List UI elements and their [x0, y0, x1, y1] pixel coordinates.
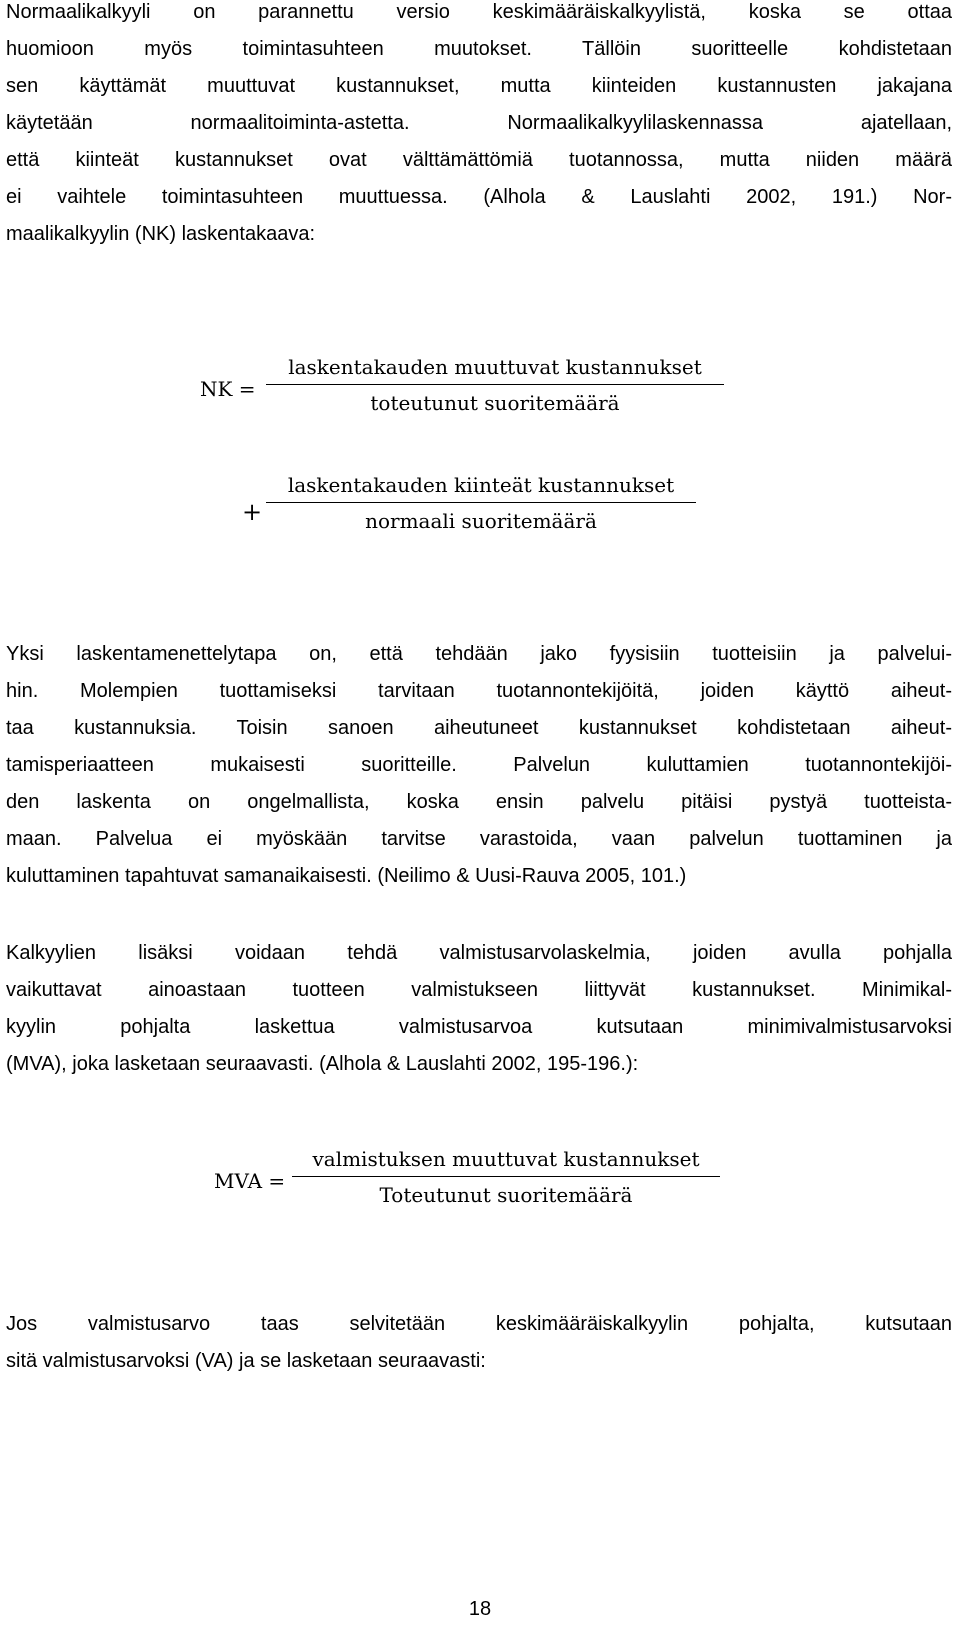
- text-line: maalikalkyylin (NK) laskentakaava:: [6, 223, 316, 245]
- formula-mva-lhs: MVA =: [214, 1169, 286, 1193]
- text-line: Jos valmistusarvo taas selvitetään keskimääräiskalkyylin pohjalta, kutsutaan: [6, 1313, 952, 1335]
- paragraph-keskimaaraiskalkyyli: [6, 1306, 952, 1380]
- text-line: den laskenta on ongelmallista, koska ensin palvelu pitäisi pystyä tuotteista-: [6, 791, 952, 813]
- text-line: Normaalikalkyyli on parannettu versio keskimääräiskalkyylistä, koska se ottaa: [6, 1, 952, 23]
- formula-mva-denominator: Toteutunut suoritemäärä: [379, 1183, 633, 1207]
- formula-nk-fraction-variable: [266, 355, 724, 415]
- text-line: kuluttaminen tapahtuvat samanaikaisesti. (Neilimo & Uusi-Rauva 2005, 101.): [6, 865, 687, 887]
- formula-nk-denominator-variable: toteutunut suoritemäärä: [370, 391, 620, 415]
- text-line: että kiinteät kustannukset ovat välttämättömiä tuotannossa, mutta niiden määrä: [6, 149, 952, 171]
- formula-nk-fraction-fixed: [266, 473, 696, 533]
- text-line: taa kustannuksia. Toisin sanoen aiheutuneet kustannukset kohdistetaan aiheut-: [6, 717, 952, 739]
- formula-nk-numerator-variable: laskentakauden muuttuvat kustannukset: [266, 355, 724, 385]
- text-line: Kalkyylien lisäksi voidaan tehdä valmistusarvolaskelmia, joiden avulla pohjalla: [6, 942, 952, 964]
- text-line: sitä valmistusarvoksi (VA) ja se lasketaan seuraavasti:: [6, 1350, 486, 1372]
- text-line: hin. Molempien tuottamiseksi tarvitaan tuotannontekijöitä, joiden käyttö aiheut-: [6, 680, 952, 702]
- text-line: huomioon myös toimintasuhteen muutokset. Tällöin suoritteelle kohdistetaan: [6, 38, 952, 60]
- text-line: käytetään normaalitoiminta-astetta. Normaalikalkyylilaskennassa ajatellaan,: [6, 112, 952, 134]
- text-line: sen käyttämät muuttuvat kustannukset, mutta kiinteiden kustannusten jakajana: [6, 75, 952, 97]
- text-line: Yksi laskentamenettelytapa on, että tehdään jako fyysisiin tuotteisiin ja palvelui-: [6, 643, 952, 665]
- formula-mva-numerator: valmistuksen muuttuvat kustannukset: [292, 1147, 720, 1177]
- text-line: kyylin pohjalta laskettua valmistusarvoa kutsutaan minimivalmistusarvoksi: [6, 1016, 952, 1038]
- page-number: 18: [468, 1598, 492, 1620]
- formula-nk-numerator-fixed: laskentakauden kiinteät kustannukset: [266, 473, 696, 503]
- paragraph-laskentamenettely: [6, 636, 952, 895]
- text-line: ei vaihtele toimintasuhteen muuttuessa. (Alhola & Lauslahti 2002, 191.) Nor-: [6, 186, 952, 208]
- formula-nk-denominator-fixed: normaali suoritemäärä: [365, 509, 597, 533]
- text-line: vaikuttavat ainoastaan tuotteen valmistukseen liittyvät kustannukset. Minimikal-: [6, 979, 952, 1001]
- formula-nk-plus: +: [242, 498, 263, 526]
- text-line: (MVA), joka lasketaan seuraavasti. (Alhola & Lauslahti 2002, 195-196.):: [6, 1053, 639, 1075]
- text-line: maan. Palvelua ei myöskään tarvitse varastoida, vaan palvelun tuottaminen ja: [6, 828, 952, 850]
- formula-mva-fraction: [292, 1147, 720, 1207]
- formula-nk-lhs: NK =: [200, 377, 256, 401]
- text-line: tamisperiaatteen mukaisesti suoritteille. Palvelun kuluttamien tuotannontekijöi-: [6, 754, 952, 776]
- paragraph-valmistusarvo: [6, 935, 952, 1083]
- paragraph-normaalikalkyyli: [6, 0, 952, 253]
